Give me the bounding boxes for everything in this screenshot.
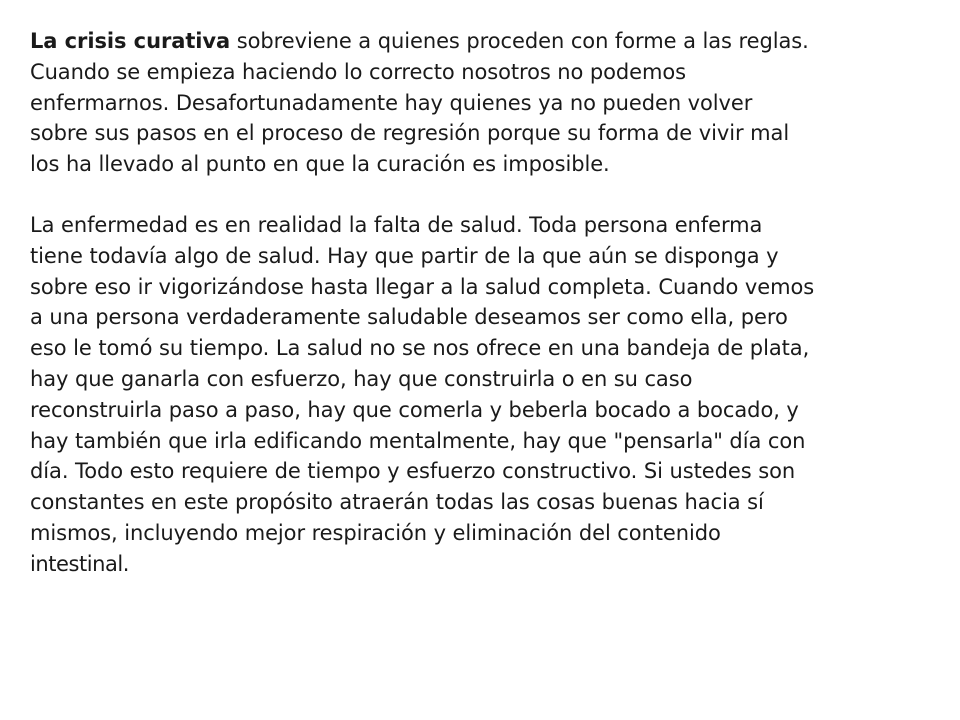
paragraph-line: enfermarnos. Desafortunadamente hay quienes ya no pueden volver xyxy=(30,90,753,115)
paragraph-line: La enfermedad es en realidad la falta de salud. Toda persona enferma xyxy=(30,212,763,237)
paragraph-line xyxy=(30,26,940,57)
paragraph-spacer xyxy=(30,180,940,210)
paragraph-line: eso le tomó su tiempo. La salud no se nos ofrece en una bandeja de plata, xyxy=(30,336,810,361)
paragraph-line: hay también que irla edificando mentalmente, hay que "pensarla" día con xyxy=(30,428,806,453)
paragraph-line: intestinal. xyxy=(30,551,129,576)
paragraph-line: Cuando se empieza haciendo lo correcto nosotros no podemos xyxy=(30,59,686,84)
paragraph-line: hay que ganarla con esfuerzo, hay que construirla o en su caso xyxy=(30,366,693,391)
paragraph-line: sobre sus pasos en el proceso de regresión porque su forma de vivir mal xyxy=(30,121,790,146)
paragraph-line: sobre eso ir vigorizándose hasta llegar a la salud completa. Cuando vemos xyxy=(30,274,815,299)
paragraph-line: mismos, incluyendo mejor respiración y eliminación del contenido xyxy=(30,520,721,545)
text-body xyxy=(30,26,940,580)
paragraph-line: día. Todo esto requiere de tiempo y esfuerzo constructivo. Si ustedes son xyxy=(30,459,796,484)
bold-term: La crisis curativa xyxy=(30,29,231,53)
paragraph-crisis-curativa xyxy=(30,26,940,180)
paragraph-enfermedad xyxy=(30,210,940,580)
paragraph-line: los ha llevado al punto en que la curación es imposible. xyxy=(30,152,610,177)
paragraph-line: tiene todavía algo de salud. Hay que partir de la que aún se disponga y xyxy=(30,243,779,268)
paragraph-line: reconstruirla paso a paso, hay que comerla y beberla bocado a bocado, y xyxy=(30,397,799,422)
paragraph-line: constantes en este propósito atraerán todas las cosas buenas hacia sí xyxy=(30,490,764,515)
line-text: sobreviene a quienes proceden con forme a las reglas. xyxy=(230,29,809,53)
paragraph-line: a una persona verdaderamente saludable deseamos ser como ella, pero xyxy=(30,305,788,330)
